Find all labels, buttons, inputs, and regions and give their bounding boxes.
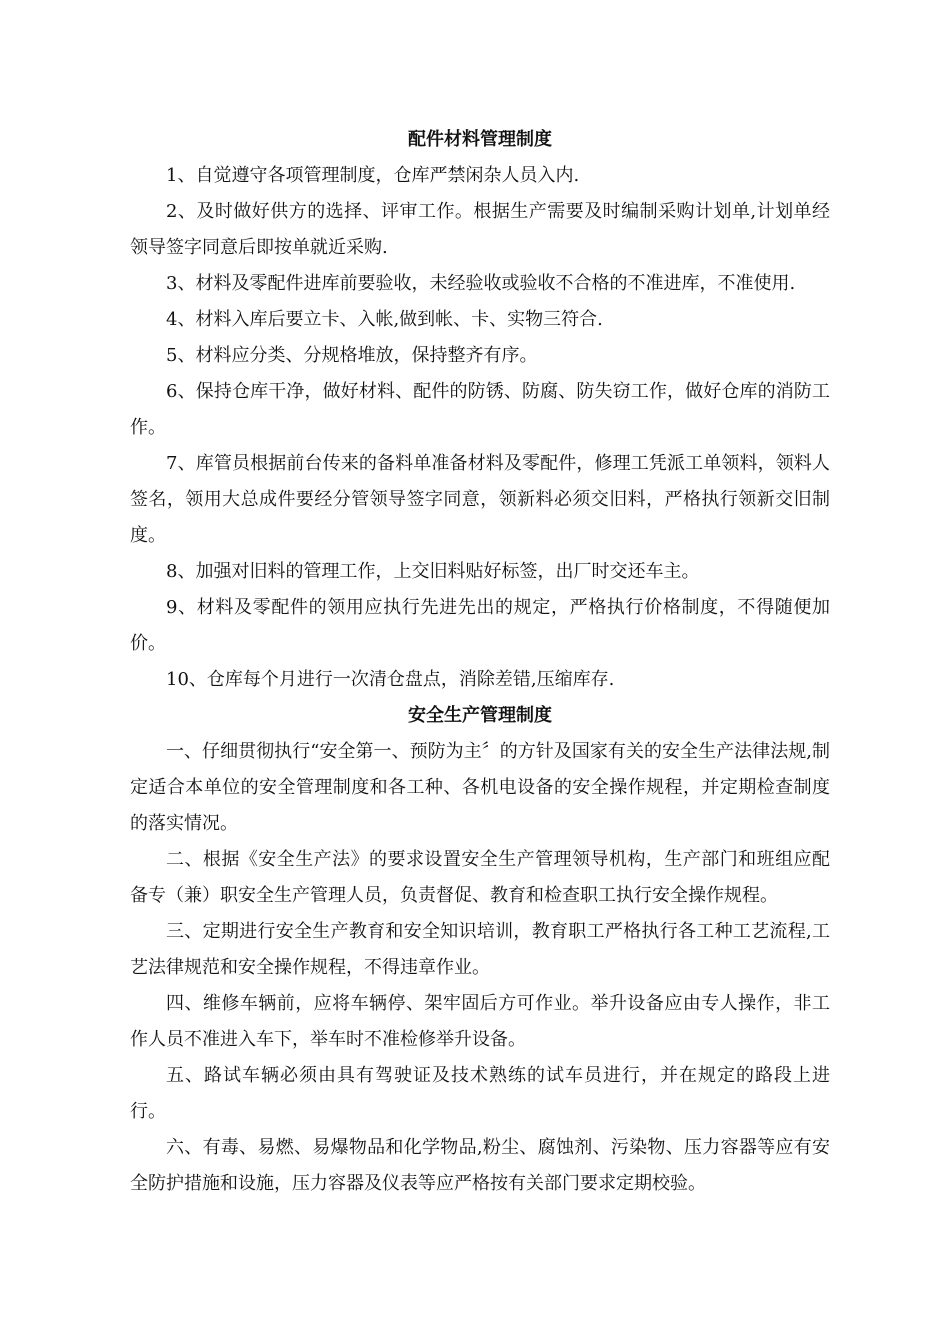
rule-item: 一、仔细贯彻执行“安全第一、预防为主〞的方针及国家有关的安全生产法律法规,制定适合本单位的安全管理制度和各工种、各机电设备的安全操作规程，并定期检查制度的落实情况。 [130,741,830,834]
rule-item: 2、及时做好供方的选择、评审工作。根据生产需要及时编制采购计划单,计划单经领导签字同意后即按单就近采购. [130,201,830,258]
section-title: 安全生产管理制度 [408,705,552,726]
section-parts-materials [130,122,830,698]
document-body [130,122,830,1202]
section-title: 配件材料管理制度 [408,129,552,150]
rule-item: 7、库管员根据前台传来的备料单准备材料及零配件，修理工凭派工单领料，领料人签名，领用大总成件要经分管领导签字同意，领新料必须交旧料，严格执行领新交旧制度。 [130,453,830,546]
rule-item: 4、材料入库后要立卡、入帐,做到帐、卡、实物三符合. [166,309,603,330]
section-safety-production [130,698,830,1202]
rule-item: 6、保持仓库干净，做好材料、配件的防锈、防腐、防失窃工作，做好仓库的消防工作。 [130,381,830,438]
rule-item: 四、维修车辆前，应将车辆停、架牢固后方可作业。举升设备应由专人操作，非工作人员不准进入车下，举车时不准检修举升设备。 [130,993,830,1050]
rule-item: 3、材料及零配件进库前要验收，未经验收或验收不合格的不准进库，不准使用. [166,273,796,294]
rule-item: 五、路试车辆必须由具有驾驶证及技术熟练的试车员进行，并在规定的路段上进行。 [130,1065,830,1122]
rule-item: 六、有毒、易燃、易爆物品和化学物品,粉尘、腐蚀剂、污染物、压力容器等应有安全防护措施和设施，压力容器及仪表等应严格按有关部门要求定期校验。 [130,1137,830,1194]
rule-item: 1、自觉遵守各项管理制度，仓库严禁闲杂人员入内. [166,165,580,186]
rule-item: 二、根据《安全生产法》的要求设置安全生产管理领导机构，生产部门和班组应配备专（兼）职安全生产管理人员，负责督促、教育和检查职工执行安全操作规程。 [130,849,830,906]
rule-item: 9、材料及零配件的领用应执行先进先出的规定，严格执行价格制度，不得随便加价。 [130,597,830,654]
rule-item: 10、仓库每个月进行一次清仓盘点，消除差错,压缩库存. [166,669,615,690]
rule-item: 三、定期进行安全生产教育和安全知识培训，教育职工严格执行各工种工艺流程,工艺法律规范和安全操作规程，不得违章作业。 [130,921,830,978]
rule-item: 5、材料应分类、分规格堆放，保持整齐有序。 [166,345,538,366]
rule-item: 8、加强对旧料的管理工作，上交旧料贴好标签，出厂时交还车主。 [166,561,700,582]
